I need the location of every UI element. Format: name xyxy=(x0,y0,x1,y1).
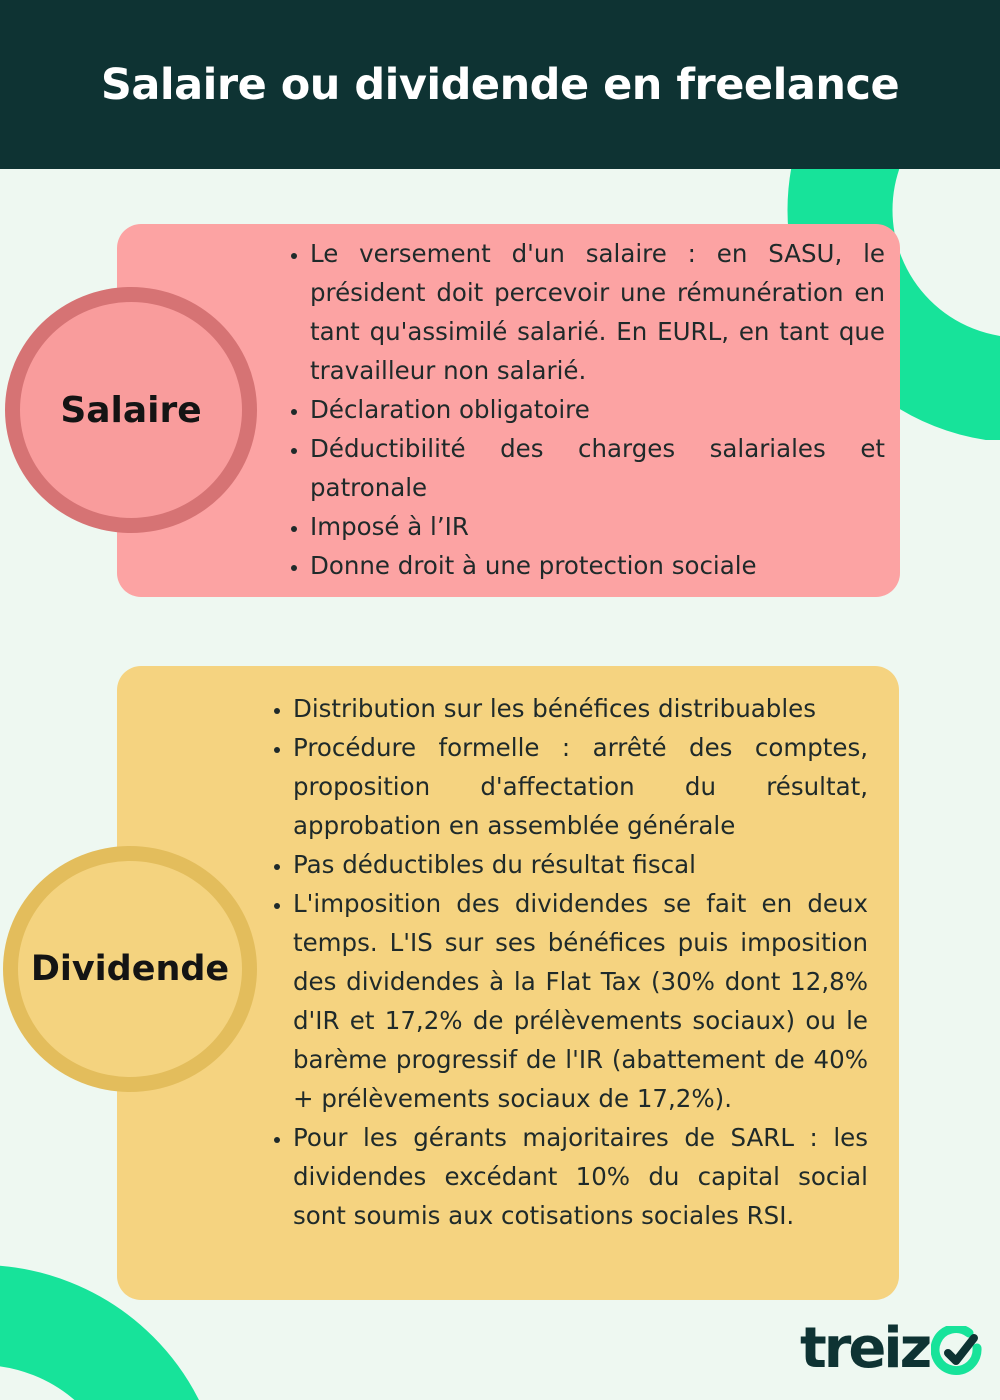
salaire-points-list xyxy=(280,234,885,585)
logo-text: treiz xyxy=(800,1316,930,1381)
treizo-logo xyxy=(800,1318,983,1380)
header-banner xyxy=(0,0,1000,169)
salaire-point-versement: • Le versement d'un salaire : en SASU, le président doit percevoir une rémunération en tant qu'assimilé salarié. En EURL, en tant que travailleur non salarié. xyxy=(310,234,885,390)
salaire-badge-label: Salaire xyxy=(60,389,202,431)
dividende-point-procedure: • Procédure formelle : arrêté des comptes, proposition d'affectation du résultat, approbation en assemblée générale xyxy=(293,728,868,845)
dividende-point-imposition: • L'imposition des dividendes se fait en deux temps. L'IS sur ses bénéfices puis imposition des dividendes à la Flat Tax (30% dont 12,8% d'IR et 17,2% de prélèvements sociaux) ou le barème progressif de l'IR (abattement de 40% + prélèvements sociaux de 17,2%). xyxy=(293,884,868,1118)
page-title: Salaire ou dividende en freelance xyxy=(100,59,900,110)
dividende-point-gerants: • Pour les gérants majoritaires de SARL : les dividendes excédant 10% du capital social sont soumis aux cotisations sociales RSI. xyxy=(293,1118,868,1235)
salaire-point-deductibilite: • Déductibilité des charges salariales et patronale xyxy=(310,429,885,507)
dividende-point-distribution: • Distribution sur les bénéfices distribuables xyxy=(293,689,868,728)
dividende-points-list xyxy=(263,689,868,1235)
dividende-point-non-deductibles: • Pas déductibles du résultat fiscal xyxy=(293,845,868,884)
salaire-point-impose: • Imposé à l’IR xyxy=(310,507,885,546)
salaire-point-declaration: • Déclaration obligatoire xyxy=(310,390,885,429)
salaire-point-protection: • Donne droit à une protection sociale xyxy=(310,546,885,585)
dividende-badge-label: Dividende xyxy=(30,949,230,989)
dividende-badge xyxy=(3,846,257,1092)
logo-o-check-icon xyxy=(931,1326,983,1378)
salaire-badge xyxy=(5,287,257,533)
